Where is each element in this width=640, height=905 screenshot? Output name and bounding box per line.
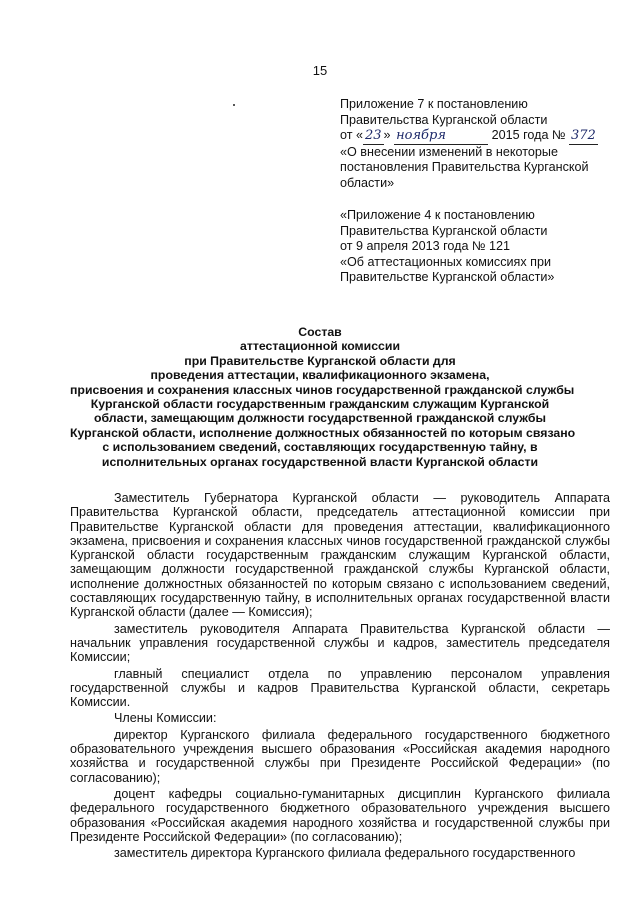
appendix-title-line: области» [340,175,395,190]
heading-line: при Правительстве Курганской области для [184,353,456,368]
heading-line: Курганской области, исполнение должностных обязанностей по которым связано [70,425,576,440]
previous-appendix-block [340,208,630,286]
body-paragraph: главный специалист отдела по управлению персоналом управления государственной службы и кадров Правительства Курганской области, секретарь Комиссии. [70,666,610,710]
appendix-line: «Приложение 4 к постановлению [340,208,535,222]
document-body [70,491,610,862]
appendix-block [340,97,630,191]
body-paragraph: заместитель руководителя Аппарата Правительства Курганской области — начальник управления государственной службы и кадров, заместитель председателя Комиссии; [70,621,610,665]
body-paragraph: Заместитель Губернатора Курганской области — руководитель Аппарата Правительства Курганской области, председатель аттестационной комиссии при Правительстве Курганской области для проведения аттестации, квалификационного экзамена, присвоения и сохранения классных чинов государственной гражданской службы Курганской области государственным гражданским служащим Курганской области, замещающим должности государственной гражданской службы Курганской области, исполнение должностных обязанностей по которым связано с использованием сведений, составляющих государственную тайну, в исполнительных органах государственной власти Курганской области (далее — Комиссия); [70,491,610,620]
handwritten-month: ноября [394,128,488,145]
scan-mark [233,104,235,106]
heading-line: исполнительных органах государственной власти Курганской области [101,454,539,469]
appendix-line: Правительства Курганской области [340,223,548,238]
heading-line: Курганской области государственным гражданским служащим Курганской [90,397,550,412]
appendix-line: Приложение 7 к постановлению [340,97,528,111]
document-heading [70,325,576,469]
body-paragraph: Члены Комиссии: [114,711,217,726]
heading-line: с использованием сведений, составляющих государственную тайну, в [102,440,538,455]
appendix-line: от 9 апреля 2013 года № 121 [340,239,511,253]
appendix-line: Правительстве Курганской области» [340,270,555,284]
appendix-title-line: «О внесении изменений в некоторые [340,144,558,159]
handwritten-day: 23 [365,128,382,143]
heading-line: присвоения и сохранения классных чинов государственной гражданской службы [70,382,575,397]
date-prefix: от « [340,128,363,142]
heading-line: области, замещающим должности государственной гражданской службы [93,411,547,426]
heading-line: Состав [298,325,342,339]
body-paragraph: заместитель директора Курганского филиала федерального государственного [114,846,576,861]
appendix-line: «Об аттестационных комиссиях при [340,254,552,269]
body-paragraph: директор Курганского филиала федерального государственного бюджетного образовательного учреждения высшего образования «Российская академия народного хозяйства и государственной службы при Президенте Российской Федерации» (по согласованию); [70,727,610,785]
page-number: 15 [312,63,328,78]
date-year: 2015 года № [491,128,566,142]
heading-line: проведения аттестации, квалификационного экзамена, [150,368,490,383]
appendix-title-line: постановления Правительства Курганской [340,160,589,174]
date-mid: » [383,128,391,142]
heading-line: аттестационной комиссии [239,339,401,354]
body-paragraph: доцент кафедры социально-гуманитарных дисциплин Курганского филиала федерального государственного бюджетного образовательного учреждения высшего образования «Российская академия народного хозяйства и государственной службы при Президенте Российской Федерации» (по согласованию); [70,786,610,844]
handwritten-number: 372 [570,128,596,143]
appendix-line: Правительства Курганской области [340,112,548,127]
appendix-date-line [340,128,630,145]
